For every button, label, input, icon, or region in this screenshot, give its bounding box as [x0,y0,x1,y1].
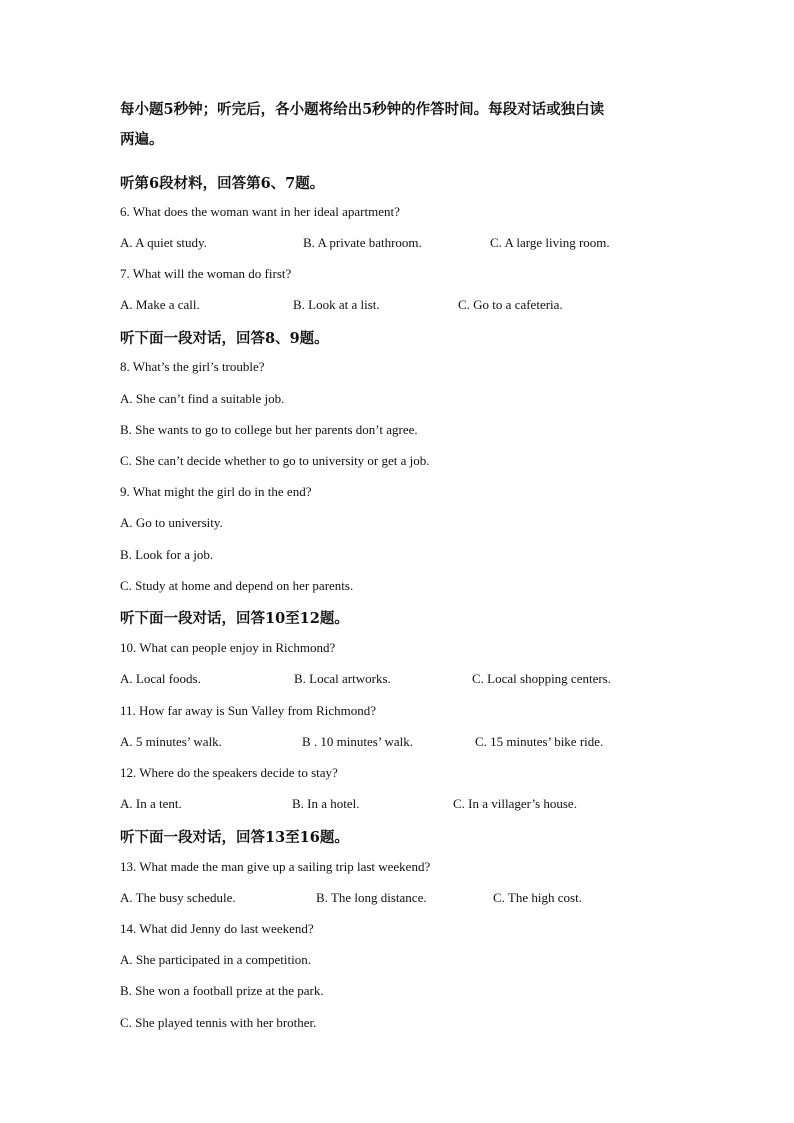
q12-option-b: B. In a hotel. [292,796,360,811]
q9-option-c: C. Study at home and depend on her parents. [120,578,354,593]
question-11: 11. How far away is Sun Valley from Richmond? [120,703,376,718]
q11-option-c: C. 15 minutes’ bike ride. [475,734,604,749]
q14-option-a: A. She participated in a competition. [120,952,311,967]
q11-option-a: A. 5 minutes’ walk. [120,734,222,749]
q13-option-b: B. The long distance. [316,890,427,905]
q8-option-c: C. She can’t decide whether to go to university or get a job. [120,453,430,468]
question-14: 14. What did Jenny do last weekend? [120,921,314,936]
q14-option-b: B. She won a football prize at the park. [120,983,324,998]
question-9: 9. What might the girl do in the end? [120,484,312,499]
q6-option-c: C. A large living room. [490,235,610,250]
q9-option-a: A. Go to university. [120,515,223,530]
q10-option-a: A. Local foods. [120,671,201,686]
question-10: 10. What can people enjoy in Richmond? [120,640,336,655]
q6-option-a: A. A quiet study. [120,235,207,250]
section-heading-13-16: 听下面一段对话，回答13至16题。 [120,829,349,846]
section-heading-6: 听第6段材料，回答第6、7题。 [120,175,325,192]
q6-option-b: B. A private bathroom. [303,235,422,250]
q13-option-c: C. The high cost. [493,890,582,905]
q12-option-c: C. In a villager’s house. [453,796,577,811]
q10-option-b: B. Local artworks. [294,671,391,686]
question-6: 6. What does the woman want in her ideal apartment? [120,204,400,219]
question-8: 8. What’s the girl’s trouble? [120,359,265,374]
intro-line-1: 每小题5秒钟；听完后，各小题将给出5秒钟的作答时间。每段对话或独白读 [120,101,605,118]
q7-option-b: B. Look at a list. [293,297,380,312]
q8-option-a: A. She can’t find a suitable job. [120,391,285,406]
q9-option-b: B. Look for a job. [120,547,214,562]
question-12: 12. Where do the speakers decide to stay? [120,765,338,780]
q7-option-c: C. Go to a cafeteria. [458,297,563,312]
q11-option-b: B . 10 minutes’ walk. [302,734,413,749]
q8-option-b: B. She wants to go to college but her parents don’t agree. [120,422,418,437]
q12-option-a: A. In a tent. [120,796,182,811]
intro-line-2: 两遍。 [120,131,164,148]
section-heading-8-9: 听下面一段对话，回答8、9题。 [120,330,329,347]
q10-option-c: C. Local shopping centers. [472,671,611,686]
question-13: 13. What made the man give up a sailing trip last weekend? [120,859,431,874]
section-heading-10-12: 听下面一段对话，回答10至12题。 [120,610,349,627]
q7-option-a: A. Make a call. [120,297,200,312]
question-7: 7. What will the woman do first? [120,266,292,281]
q14-option-c: C. She played tennis with her brother. [120,1015,317,1030]
q13-option-a: A. The busy schedule. [120,890,236,905]
